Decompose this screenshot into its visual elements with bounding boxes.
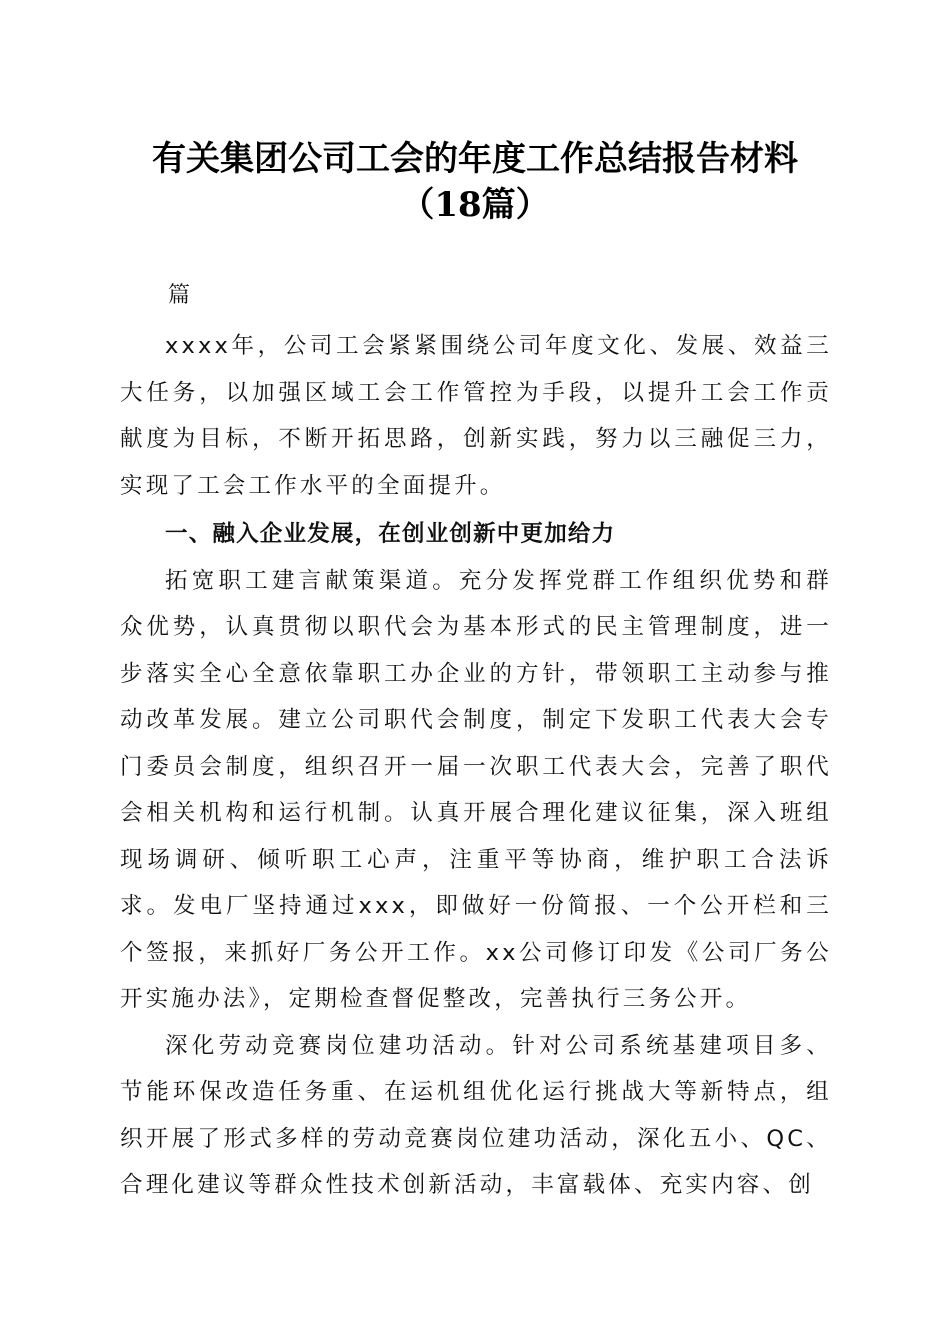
paragraph-suggestions: 拓宽职工建言献策渠道。充分发挥党群工作组织优势和群众优势，认真贯彻以职代会为基本形式的民主管理制度，进一步落实全心全意依靠职工办企业的方针，带领职工主动参与推动改革发展。建立公司职代会制度，制定下发职工代表大会专门委员会制度，组织召开一届一次职工代表大会，完善了职代会相关机构和运行机制。认真开展合理化建议征集，深入班组现场调研、倾听职工心声，注重平等协商，维护职工合法诉求。发电厂坚持通过xxx，即做好一份简报、一个公开栏和三个签报，来抓好厂务公开工作。xx公司修订印发《公司厂务公开实施办法》，定期检查督促整改，完善执行三务公开。 (120, 567, 832, 1012)
document-body (120, 323, 832, 1209)
paragraph-intro: xxxx年，公司工会紧紧围绕公司年度文化、发展、效益三大任务，以加强区域工会工作管控为手段，以提升工会工作贡献度为目标，不断开拓思路，创新实践，努力以三融促三力，实现了工会工作水平的全面提升。 (120, 333, 832, 499)
section-heading-1: 一、融入企业发展，在创业创新中更加给力 (165, 521, 616, 547)
title-line-1: 有关集团公司工会的年度工作总结报告材料 (152, 139, 798, 179)
paragraph-labor-competition: 深化劳动竞赛岗位建功活动。针对公司系统基建项目多、节能环保改造任务重、在运机组优化运行挑战大等新特点，组织开展了形式多样的劳动竞赛岗位建功活动，深化五小、QC、合理化建议等群众性技术创新活动，丰富载体、充实内容、创 (120, 1032, 832, 1198)
document-title (0, 136, 950, 228)
title-line-2: （18篇） (400, 185, 550, 225)
section-marker: 篇 (168, 283, 191, 308)
